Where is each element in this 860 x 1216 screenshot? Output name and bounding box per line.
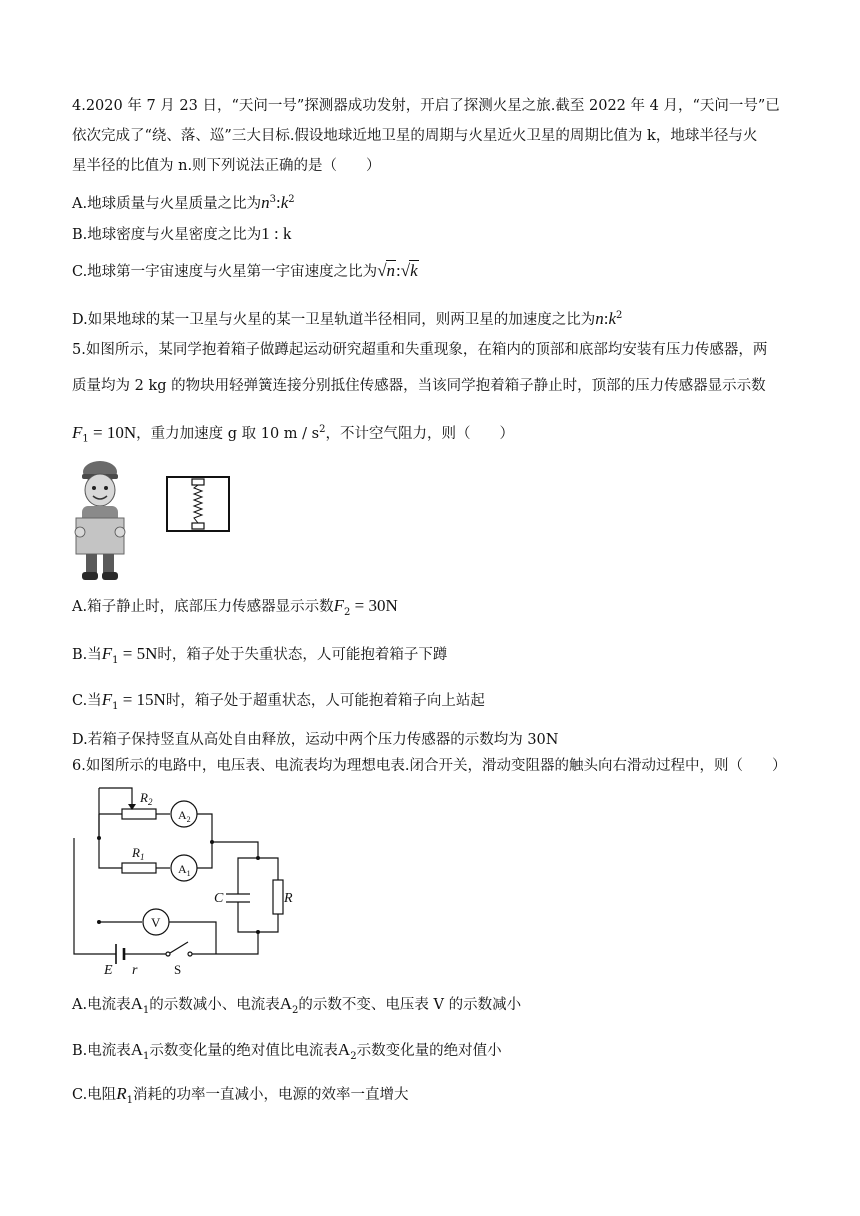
q6-option-b-mid: 示数变化量的绝对值比电流表 (149, 1043, 338, 1059)
q5-option-b (72, 644, 447, 671)
q4-option-c (72, 260, 419, 282)
q4-option-d-colon: : (603, 308, 609, 328)
q5-option-c-text: 时，箱子处于超重状态，人可能抱着箱子向上站起 (165, 693, 485, 709)
q5-option-c-f: F (101, 690, 113, 709)
label-e: E (104, 963, 113, 978)
label-a1-sub: 1 (186, 869, 191, 878)
q4-option-d-exp2: 2 (616, 310, 623, 321)
q4-option-a-n: n (261, 192, 270, 212)
q4-option-a-text: A.地球质量与火星质量之比为 (72, 195, 262, 212)
q6-option-c-r-sub: 1 (126, 1094, 133, 1106)
label-a2: A (178, 808, 187, 822)
q4-option-a-exp2: 2 (288, 194, 295, 205)
q5-option-b-text: 时，箱子处于失重状态，人可能抱着箱子下蹲 (157, 647, 448, 663)
q4-option-d-text: D.如果地球的某一卫星与火星的某一卫星轨道半径相同，则两卫星的加速度之比为 (72, 311, 596, 328)
q4-option-a-exp3: 3 (269, 194, 276, 205)
q6-option-a (72, 994, 521, 1021)
q6-option-b-a2-sub: 2 (350, 1050, 357, 1062)
q4-option-a (72, 190, 295, 214)
label-v: V (151, 915, 161, 930)
q6-option-a-a1-sub: 1 (142, 1004, 150, 1016)
q5-option-c-pre: C.当 (72, 693, 102, 709)
sqrt-k: √k (400, 261, 418, 280)
label-a2-sub: 2 (186, 815, 191, 824)
q5-line-3-end: ，不计空气阻力，则（ ） (325, 425, 514, 442)
q4-line-3: 星半径的比值为 n.则下列说法正确的是（ ） (72, 158, 381, 174)
q5-f1-value: = 10N (88, 422, 137, 442)
q6-option-c-end: 消耗的功率一直减小，电源的效率一直增大 (132, 1087, 409, 1103)
q5-f1: F (72, 422, 83, 442)
q6-option-b-a1: A (130, 1040, 144, 1059)
q5-option-c-sub: 1 (112, 700, 119, 712)
q4-option-c-n: n (386, 261, 396, 280)
q4-option-c-k: k (410, 261, 418, 280)
q5-option-b-value: = 5N (118, 644, 158, 663)
q6-option-c-pre: C.电阻 (72, 1087, 117, 1103)
circuit-diagram (70, 782, 293, 978)
q6-option-a-a2: A (279, 994, 293, 1013)
q5-option-d: D.若箱子保持竖直从高处自由释放，运动中两个压力传感器的示数均为 30N (72, 732, 559, 748)
q6-option-b-end: 示数变化量的绝对值小 (356, 1043, 502, 1059)
q4-option-a-k: k (280, 192, 289, 212)
q5-option-a (72, 596, 398, 623)
q5-option-b-f: F (101, 644, 113, 663)
q4-line-1: 4.2020 年 7 月 23 日，“天问一号”探测器成功发射，开启了探测火星之旅.截至 2022 年 4 月，“天问一号”已 (72, 98, 780, 114)
q6-option-a-a1: A (130, 994, 143, 1013)
label-r-internal: r (132, 963, 138, 978)
q5-line-2: 质量均为 2 kg 的物块用轻弹簧连接分别抵住传感器，当该同学抱着箱子静止时，顶部的压力传感器显示示数 (72, 378, 766, 394)
q6-option-b-pre: B.电流表 (72, 1043, 131, 1059)
sqrt-n: √n (377, 261, 396, 280)
q6-option-a-mid: 的示数减小、电流表 (149, 997, 280, 1013)
label-r1-sub: 1 (139, 852, 145, 862)
q4-option-d-k: k (608, 308, 616, 328)
label-r2-sub: 2 (147, 797, 153, 807)
q4-option-c-text: C.地球第一宇宙速度与火星第一宇宙速度之比为 (72, 264, 378, 280)
svg-text:R1 (131, 845, 144, 862)
q6-option-a-end: 的示数不变、电压表 V 的示数减小 (298, 997, 522, 1013)
q5-option-a-sub: 2 (343, 606, 351, 618)
label-r: R (284, 891, 293, 906)
q6-option-b (72, 1040, 502, 1067)
q5-option-b-sub: 1 (112, 654, 119, 666)
q4-option-b-expr: 1 : k (261, 224, 292, 243)
q6-option-c (72, 1084, 408, 1111)
q4-option-d-n: n (595, 308, 604, 328)
q5-option-a-f: F (333, 596, 344, 615)
label-r1: R (132, 845, 140, 860)
q5-line-3-exp: 2 (319, 424, 326, 435)
q6-option-a-a2-sub: 2 (292, 1004, 299, 1016)
q5-f1-sub: 1 (82, 433, 89, 445)
svg-text:R2 (139, 790, 153, 807)
q4-option-b-text: B.地球密度与火星密度之比为 (72, 227, 262, 243)
q5-option-c-value: = 15N (118, 690, 166, 709)
q4-option-c-colon: : (396, 261, 401, 280)
q5-line-1: 5.如图所示，某同学抱着箱子做蹲起运动研究超重和失重现象，在箱内的顶部和底部均安装有压力传感器，两 (72, 342, 768, 358)
q6-option-b-a1-sub: 1 (143, 1050, 150, 1062)
q4-option-b (72, 224, 292, 245)
q6-option-b-a2: A (337, 1040, 351, 1059)
label-s: S (174, 962, 182, 977)
q5-option-c (72, 690, 485, 717)
spring-box-figure (166, 476, 230, 532)
label-a1: A (178, 862, 187, 876)
q6-option-c-r: R (116, 1084, 127, 1103)
q4-line-2: 依次完成了“绕、落、巡”三大目标.假设地球近地卫星的周期与火星近火卫星的周期比值为 k，地球半径与火 (72, 128, 758, 144)
q6-line-1: 6.如图所示的电路中，电压表、电流表均为理想电表.闭合开关，滑动变阻器的触头向右滑动过程中，则（ ） (72, 758, 787, 774)
q5-option-a-value: = 30N (350, 596, 398, 615)
person-holding-box-figure (72, 460, 128, 584)
q5-line-3-text: ，重力加速度 g 取 10 m / s (136, 425, 320, 442)
q5-line-3 (72, 420, 514, 450)
label-c: C (214, 891, 224, 906)
q5-option-a-text: A.箱子静止时，底部压力传感器显示示数 (72, 599, 334, 615)
q5-option-b-pre: B.当 (72, 647, 102, 663)
q4-option-a-colon: : (275, 192, 281, 212)
label-r2: R (140, 790, 148, 805)
q4-option-d (72, 306, 622, 330)
q6-option-a-pre: A.电流表 (72, 997, 131, 1013)
